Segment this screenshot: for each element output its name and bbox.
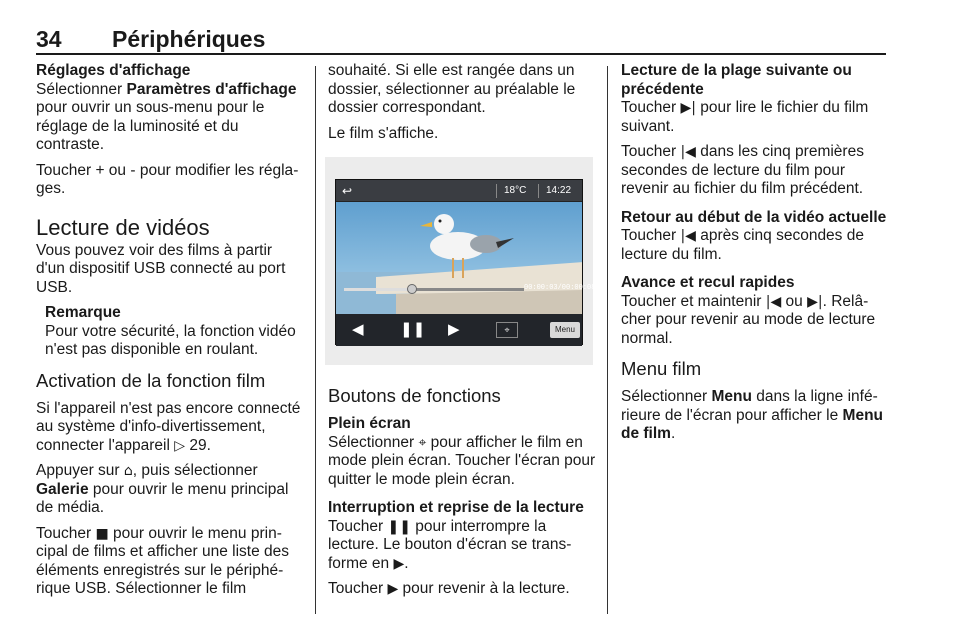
clock-readout: 14:22 — [546, 185, 572, 196]
seagull-image — [336, 202, 582, 314]
play-icon: ▶ — [393, 555, 405, 572]
next-icon: ▶| — [680, 100, 696, 116]
video-player-screen — [335, 179, 596, 345]
heading-retour-debut: Retour au début de la vidéo actuelle — [621, 208, 887, 226]
paragraph: Si l'appareil n'est pas encore connecté au système d'info-divertissement, connecter l'appareil ▷ 29. — [36, 399, 301, 454]
column-1 — [36, 62, 304, 606]
column-divider — [315, 66, 316, 614]
page-ref-icon: ▷ — [174, 437, 186, 454]
film-icon: ■ — [95, 525, 109, 542]
paragraph: Toucher ▶ pour revenir à la lecture. — [328, 580, 570, 597]
menu-term: Menu de film — [621, 406, 883, 442]
heading-lecture-videos: Lecture de vidéos — [36, 214, 210, 240]
heading-reglages: Réglages d'affichage — [36, 62, 191, 79]
heading-plein-ecran: Plein écran — [328, 415, 411, 432]
paragraph: Toucher |◀ après cinq secondes de lecture du film. — [621, 227, 864, 263]
menu-term: Paramètres d'affichage — [126, 80, 297, 98]
paragraph: Toucher ❚❚ pour interrompre la lecture. Le bouton d'écran se transforme en ▶. — [328, 517, 572, 572]
column-2 — [328, 62, 596, 606]
fullscreen-icon[interactable]: ⌖ — [496, 322, 518, 338]
menu-button[interactable]: Menu — [550, 322, 580, 338]
video-frame — [336, 202, 582, 314]
fullscreen-icon: ⌖ — [418, 434, 427, 451]
heading-interruption: Interruption et reprise de la lecture — [328, 499, 584, 516]
heading-boutons: Boutons de fonctions — [328, 385, 501, 406]
paragraph: Sélectionner Menu dans la ligne inférieure de l'écran pour afficher le Menu de film. — [621, 388, 883, 442]
paragraph: Toucher + ou - pour modifier les réglages. — [36, 161, 299, 197]
heading-avance-recul: Avance et recul rapides — [621, 274, 795, 291]
header-rule — [36, 53, 886, 55]
previous-icon: |◀ — [680, 144, 696, 160]
heading-activation: Activation de la fonction film — [36, 369, 266, 391]
pause-icon: ❚❚ — [387, 518, 411, 535]
back-icon[interactable]: ↩ — [342, 184, 353, 198]
play-icon: ▶ — [387, 581, 399, 597]
temperature-readout: 18°C — [504, 185, 527, 196]
paragraph: Sélectionner ⌖ pour afficher le film en mode plein écran. Toucher l'écran pour quitter le mode plein écran. — [328, 433, 596, 488]
page-number: 34 — [36, 26, 62, 52]
paragraph: Toucher ■ pour ouvrir le menu principal de films et afficher une liste des éléments enregistrés sur le périphérique USB. Sélectionner le film — [36, 524, 290, 597]
paragraph: Le film s'affiche. — [328, 124, 439, 142]
paragraph: Sélectionner Paramètres d'affichage pour ouvrir un sous-menu pour le réglage de la luminosité et du contraste. — [36, 80, 297, 153]
next-icon[interactable]: ▶ — [448, 320, 460, 338]
note-box — [36, 304, 304, 360]
page-header — [36, 26, 886, 54]
paragraph: Vous pouvez voir des films à partir d'un dispositif USB connecté au port USB. — [36, 241, 286, 296]
section-title: Périphériques — [112, 26, 266, 52]
next-icon: ▶| — [807, 293, 823, 310]
note-title: Remarque — [45, 304, 121, 321]
paragraph: souhaité. Si elle est rangée dans un dossier, sélectionner au préalable le dossier correspondant. — [328, 62, 576, 116]
menu-term: Menu — [711, 388, 752, 405]
column-3 — [621, 62, 889, 451]
pause-icon[interactable]: ❚❚ — [400, 320, 426, 338]
previous-icon: |◀ — [680, 228, 696, 244]
previous-icon[interactable]: ◀ — [352, 320, 364, 338]
screen-illustration — [325, 157, 596, 365]
timecode: 00:00:03/00:00:08 — [524, 284, 596, 292]
note-text: Pour votre sécurité, la fonction vidéo n'est pas disponible en roulant. — [45, 322, 296, 358]
menu-term: Galerie — [36, 480, 89, 498]
paragraph: Toucher |◀ dans les cinq premières secondes de lecture du film pour revenir au fichier du film précédent. — [621, 143, 864, 197]
heading-menu-film: Menu film — [621, 358, 702, 379]
paragraph: Appuyer sur ⌂, puis sélectionner Galerie pour ouvrir le menu principal de média. — [36, 462, 289, 516]
status-bar — [336, 180, 582, 202]
paragraph: Toucher et maintenir |◀ ou ▶|. Relâcher pour revenir au mode de lecture normal. — [621, 292, 876, 347]
heading-plage-suivante: Lecture de la plage suivante ou précédente — [621, 62, 852, 98]
paragraph: Toucher ▶| pour lire le fichier du film suivant. — [621, 99, 869, 135]
previous-icon: |◀ — [765, 293, 782, 310]
control-bar — [336, 314, 582, 346]
progress-bar[interactable] — [344, 288, 524, 291]
column-divider — [607, 66, 608, 614]
home-icon: ⌂ — [123, 463, 133, 479]
